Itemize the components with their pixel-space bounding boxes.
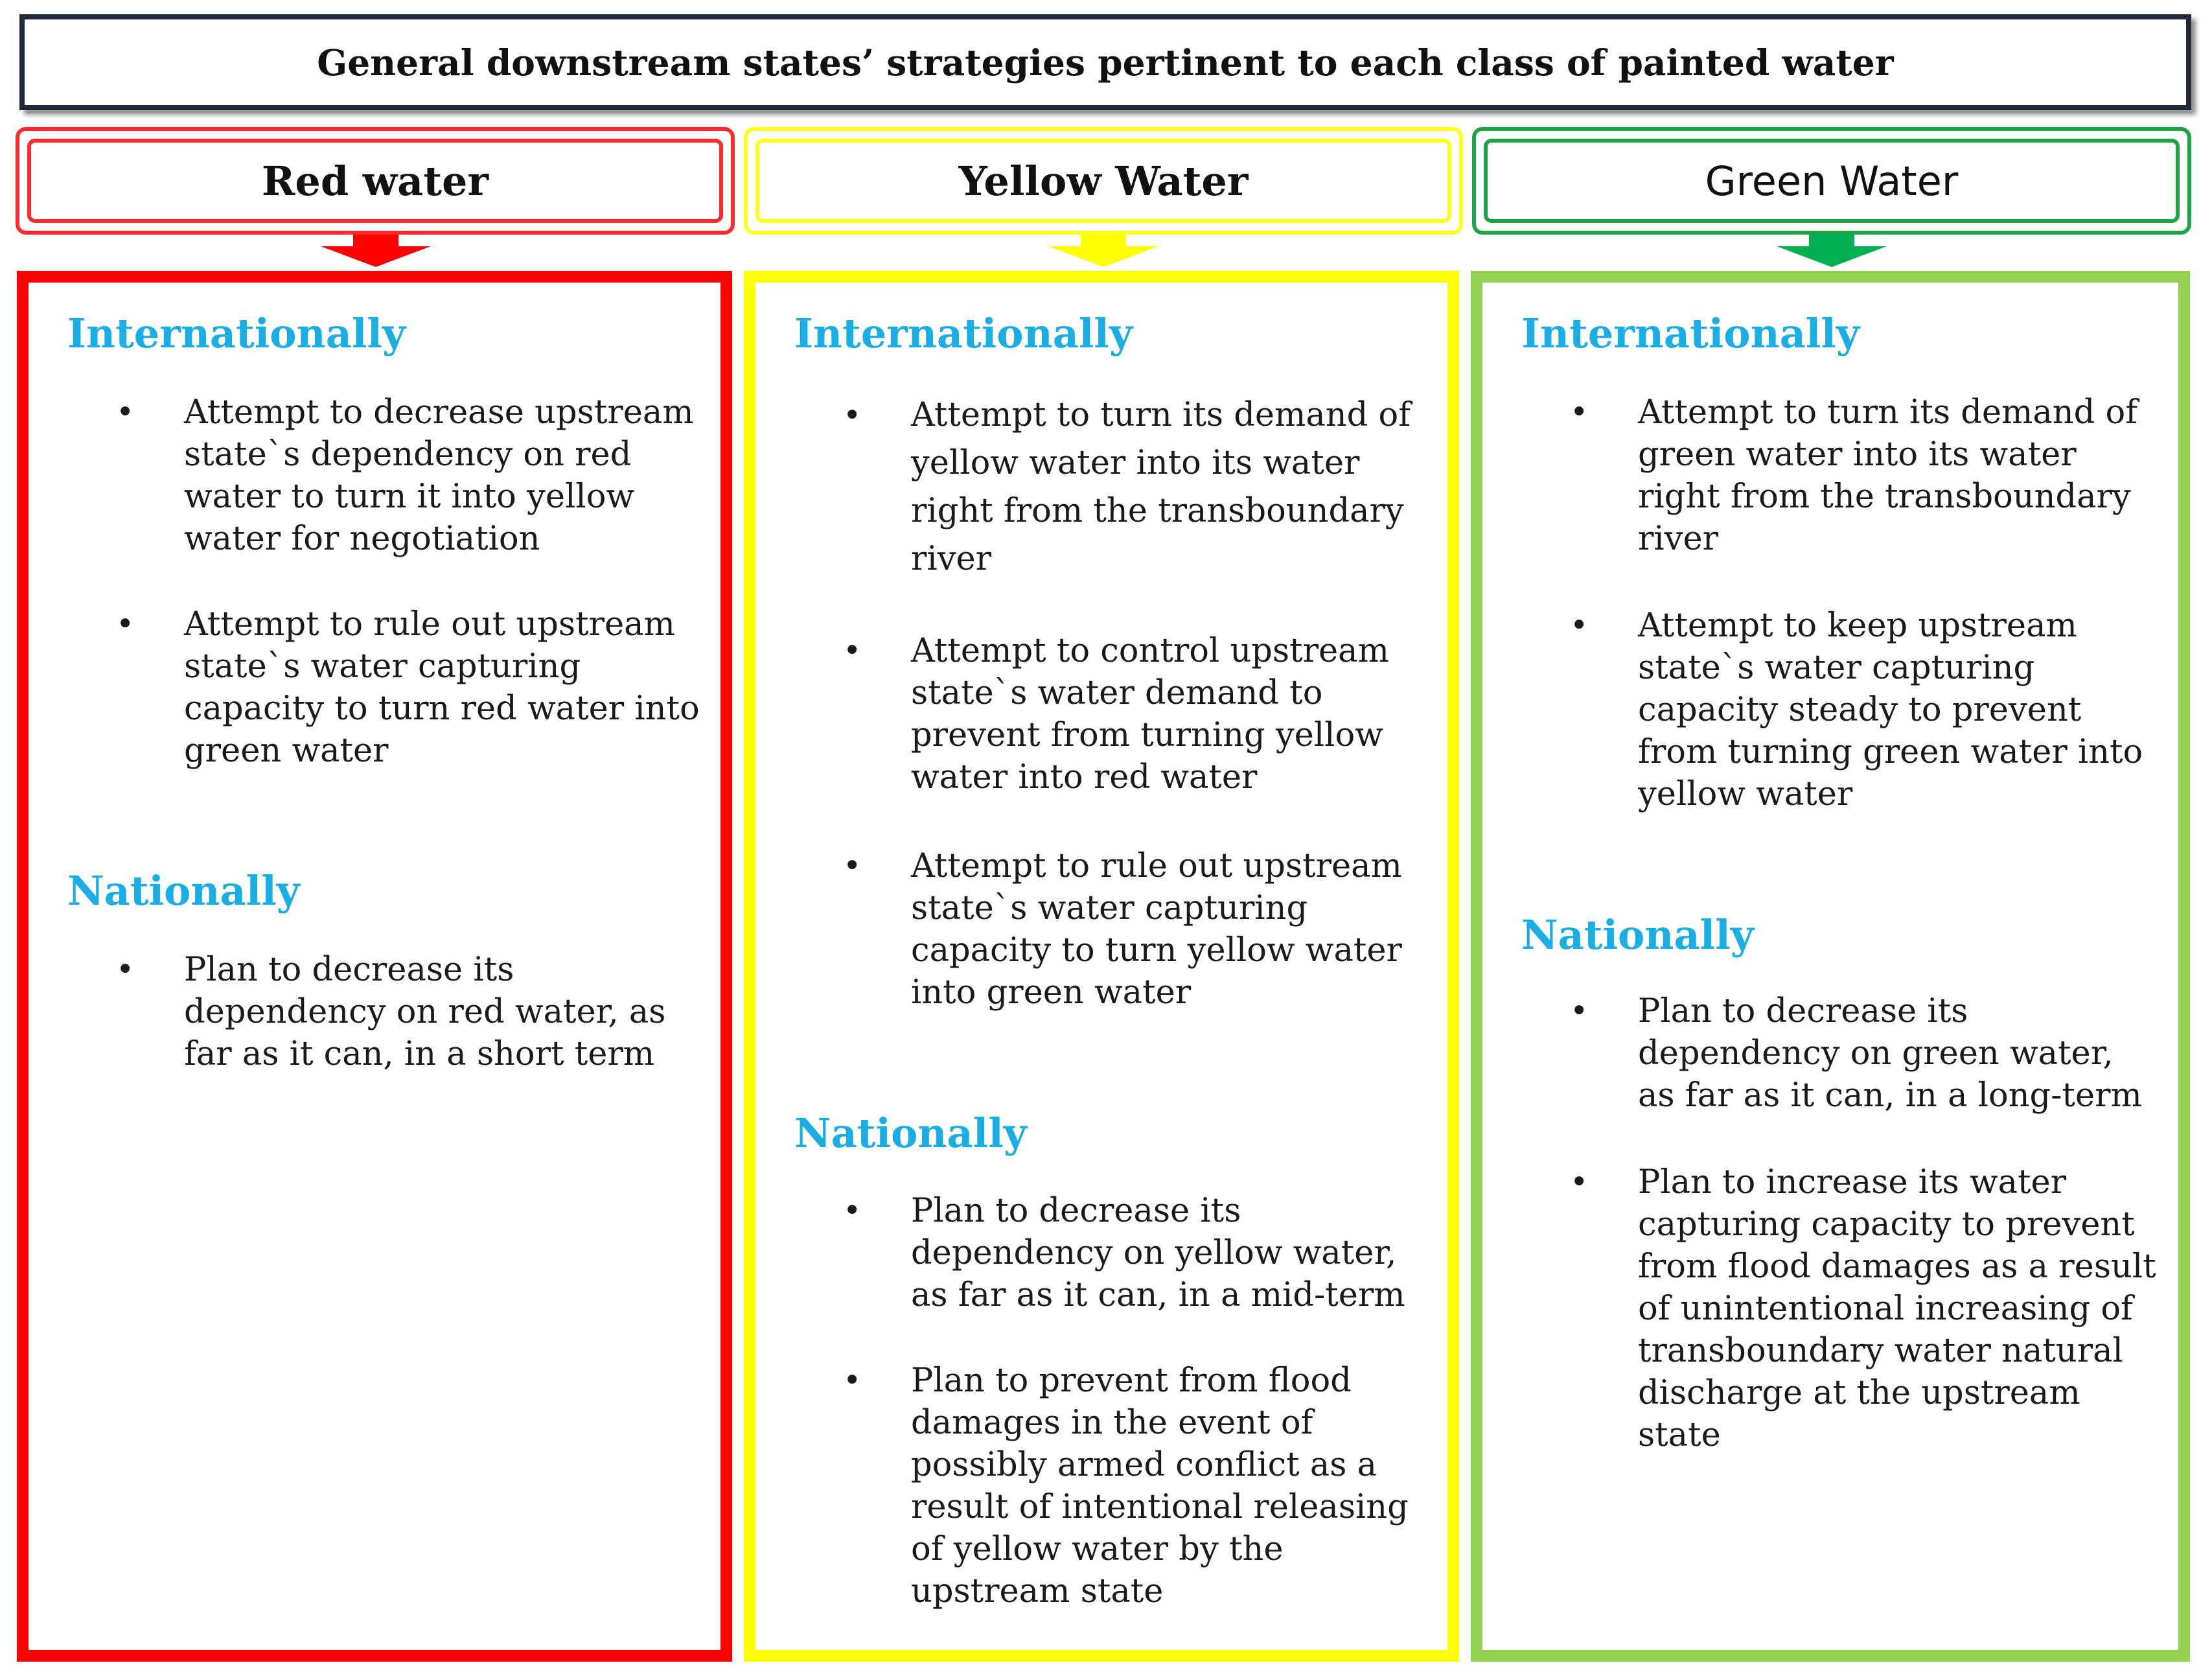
- strategy-bullet: • Plan to decrease its dependency on green water, as far as it can, in a long-term: [1638, 990, 2156, 1117]
- header-red-water: [16, 127, 735, 235]
- section-title-internationally: Internationally: [1521, 310, 1860, 357]
- section-title-internationally: Internationally: [794, 310, 1133, 357]
- section-title-nationally: Nationally: [67, 867, 300, 914]
- strategy-bullet: • Attempt to rule out upstream state`s water capturing capacity to turn red water into green water: [184, 603, 702, 772]
- strategy-bullet: • Attempt to control upstream state`s water demand to prevent from turning yellow water into red water: [911, 630, 1429, 798]
- strategy-bullet: • Attempt to rule out upstream state`s water capturing capacity to turn yellow water into green water: [911, 845, 1429, 1014]
- diagram-title: General downstream states’ strategies pertinent to each class of painted water: [19, 14, 2191, 110]
- panel-green-water: [1471, 271, 2190, 1662]
- strategy-bullet: • Attempt to keep upstream state`s water capturing capacity steady to prevent from turning green water into yellow water: [1638, 605, 2156, 815]
- section-title-nationally: Nationally: [1521, 911, 1754, 959]
- arrow-down-icon: [321, 235, 431, 267]
- panel-red-water: [17, 271, 732, 1662]
- header-red-label: Red water: [261, 157, 489, 205]
- strategy-bullet: • Plan to increase its water capturing capacity to prevent from flood damages as a result of unintentional increasing of transboundary water natural discharge at the upstream state: [1638, 1161, 2156, 1456]
- strategy-bullet: • Attempt to turn its demand of yellow water into its water right from the transboundary river: [911, 391, 1429, 583]
- section-title-internationally: Internationally: [67, 310, 406, 357]
- header-yellow-label: Yellow Water: [958, 157, 1249, 205]
- header-green-label: Green Water: [1705, 157, 1959, 205]
- strategy-bullet: • Plan to prevent from flood damages in the event of possibly armed conflict as a result of intentional releasing of yellow water by the upstream state: [911, 1360, 1429, 1612]
- strategy-bullet: • Plan to decrease its dependency on red water, as far as it can, in a short term: [184, 949, 702, 1075]
- arrow-down-icon: [1048, 235, 1158, 267]
- strategy-bullet: • Attempt to turn its demand of green water into its water right from the transboundary river: [1638, 391, 2156, 560]
- panel-yellow-water: [744, 271, 1459, 1662]
- section-title-nationally: Nationally: [794, 1110, 1027, 1157]
- strategy-bullet: • Plan to decrease its dependency on yellow water, as far as it can, in a mid-term: [911, 1190, 1429, 1316]
- arrow-down-icon: [1777, 235, 1887, 267]
- header-yellow-water: [744, 127, 1463, 235]
- strategy-bullet: • Attempt to decrease upstream state`s dependency on red water to turn it into yellow water for negotiation: [184, 391, 702, 560]
- header-green-water: [1472, 127, 2191, 235]
